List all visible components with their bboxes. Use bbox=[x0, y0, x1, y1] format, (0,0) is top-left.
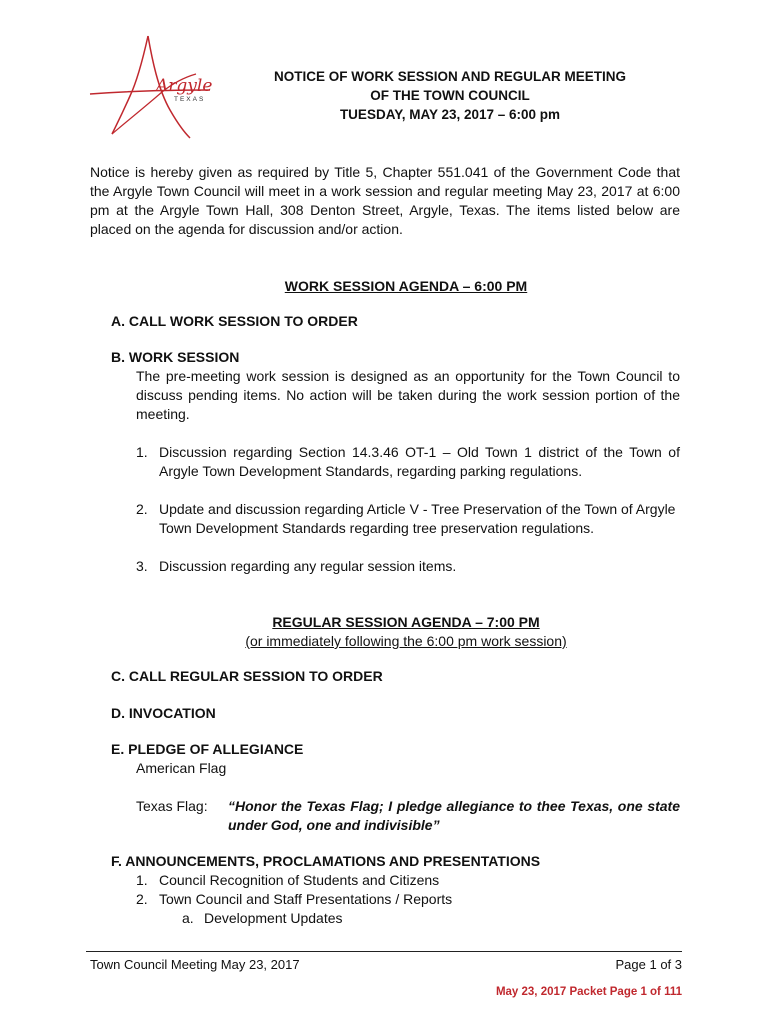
texas-flag-label: Texas Flag: bbox=[136, 798, 208, 814]
footer-divider bbox=[86, 951, 682, 952]
logo-subtitle: TEXAS bbox=[174, 96, 206, 103]
packet-page-stamp: May 23, 2017 Packet Page 1 of 111 bbox=[495, 986, 682, 998]
f-item-text: Council Recognition of Students and Citizens bbox=[159, 872, 440, 888]
item-b-work-session: B. WORK SESSION bbox=[111, 349, 240, 365]
ws-item-number: 3. bbox=[136, 558, 148, 574]
item-e-pledge: E. PLEDGE OF ALLEGIANCE bbox=[111, 741, 304, 757]
argyle-logo bbox=[86, 34, 216, 142]
logo-wordmark: Argyle bbox=[156, 76, 213, 96]
item-a-call-to-order: A. CALL WORK SESSION TO ORDER bbox=[111, 313, 358, 329]
header-line-2: OF THE TOWN COUNCIL bbox=[370, 88, 530, 103]
item-c-call-to-order: C. CALL REGULAR SESSION TO ORDER bbox=[111, 668, 383, 684]
ws-item-text: Discussion regarding Section 14.3.46 OT-1 – Old Town 1 district of the Town of Argyle Town Development Standards, regarding parking regulations. bbox=[159, 444, 680, 479]
regular-session-subheading: (or immediately following the 6:00 pm work session) bbox=[245, 633, 567, 649]
american-flag-label: American Flag bbox=[136, 760, 227, 776]
meeting-header bbox=[225, 67, 675, 124]
item-f-announcements: F. ANNOUNCEMENTS, PROCLAMATIONS AND PRESENTATIONS bbox=[111, 853, 541, 869]
argyle-logo-graphic bbox=[86, 34, 216, 142]
footer-page-number: Page 1 of 3 bbox=[615, 957, 682, 972]
f-sub-item-text: Development Updates bbox=[204, 910, 343, 926]
ws-item-text: Discussion regarding any regular session items. bbox=[159, 558, 457, 574]
notice-paragraph: Notice is hereby given as required by Title 5, Chapter 551.041 of the Government Code that the Argyle Town Council will meet in a work session and regular meeting May 23, 2017 at 6:00 pm at the Argyle Town Hall, 308 Denton Street, Argyle, Texas. The items listed below are placed on the agenda for discussion and/or action. bbox=[90, 164, 680, 237]
ws-item-number: 1. bbox=[136, 444, 148, 460]
header-line-1: NOTICE OF WORK SESSION AND REGULAR MEETING bbox=[273, 69, 626, 84]
work-session-heading: WORK SESSION AGENDA – 6:00 PM bbox=[284, 278, 528, 294]
regular-session-heading: REGULAR SESSION AGENDA – 7:00 PM bbox=[272, 614, 540, 630]
ws-item-number: 2. bbox=[136, 501, 148, 517]
f-item-text: Town Council and Staff Presentations / Reports bbox=[159, 891, 453, 907]
work-session-description: The pre-meeting work session is designed as an opportunity for the Town Council to discuss pending items. No action will be taken during the work session portion of the meeting. bbox=[136, 368, 680, 422]
f-item-number: 2. bbox=[136, 891, 148, 907]
footer-meeting-label: Town Council Meeting May 23, 2017 bbox=[90, 957, 300, 972]
item-d-invocation: D. INVOCATION bbox=[111, 705, 216, 721]
texas-flag-pledge: “Honor the Texas Flag; I pledge allegiance to thee Texas, one state under God, one and indivisible” bbox=[228, 798, 680, 833]
header-line-3: TUESDAY, MAY 23, 2017 – 6:00 pm bbox=[339, 107, 561, 122]
f-item-number: 1. bbox=[136, 872, 148, 888]
f-sub-item-letter: a. bbox=[182, 910, 194, 926]
ws-item-text: Update and discussion regarding Article V - Tree Preservation of the Town of Argyle Town Development Standards regarding tree preservation regulations. bbox=[159, 501, 676, 536]
